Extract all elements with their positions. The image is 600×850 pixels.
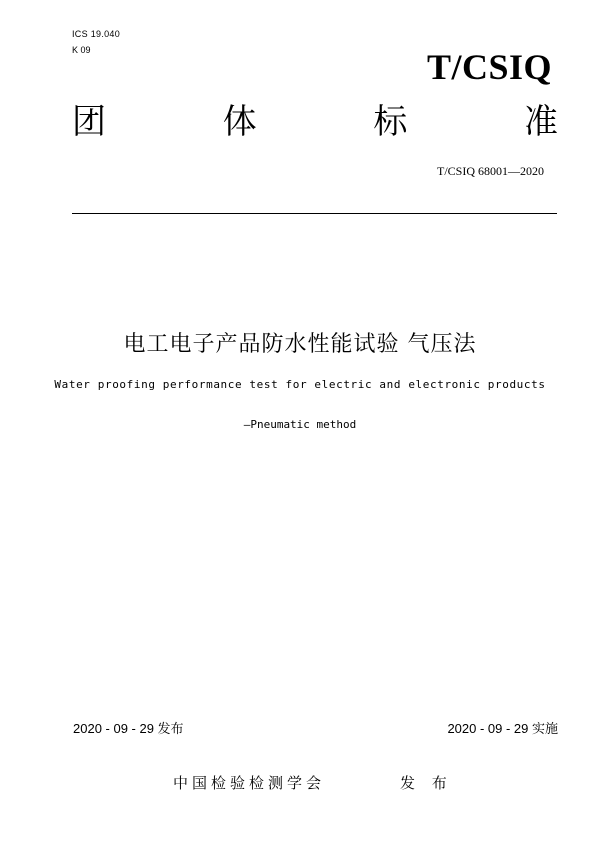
standard-kind-char: 标 — [373, 102, 408, 142]
header-divider — [72, 213, 557, 214]
standard-kind-heading — [72, 100, 558, 144]
publish-date: 2020 - 09 - 29 发布 — [73, 721, 184, 736]
issue-label: 发 布 — [400, 774, 453, 792]
standard-code: T/CSIQ 68001—2020 — [436, 164, 544, 178]
issuing-organization: 中国检验检测学会 — [173, 774, 326, 792]
ics-code: ICS 19.040 — [72, 29, 121, 39]
ccs-code: K 09 — [72, 45, 91, 55]
document-title-english: Water proofing performance test for electric and electronic products — [54, 378, 546, 391]
document-subtitle-english: —Pneumatic method — [243, 418, 357, 431]
standard-kind-char: 体 — [222, 102, 257, 142]
standard-kind-char: 团 — [72, 102, 106, 142]
implementation-date: 2020 - 09 - 29 实施 — [447, 721, 558, 736]
document-title-chinese: 电工电子产品防水性能试验 气压法 — [123, 332, 477, 357]
standard-kind-char: 准 — [523, 102, 558, 142]
brand-logo-text: T/CSIQ — [426, 47, 552, 87]
